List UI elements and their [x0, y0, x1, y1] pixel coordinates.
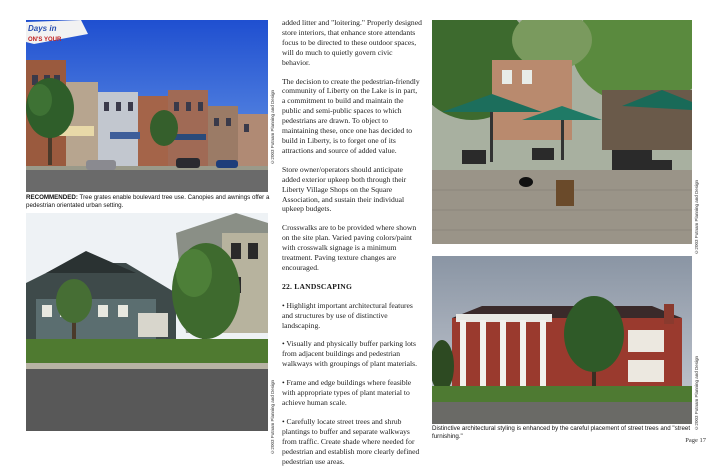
photo-boulevard-storefronts	[26, 20, 268, 192]
page-number: Page 17	[685, 437, 706, 444]
houses-illustration	[26, 213, 268, 431]
caption-distinctive-styling: Distinctive architectural styling is enhanced by the careful placement of street trees and "street furnishing."	[432, 425, 691, 440]
photo-plaza-umbrellas	[432, 20, 692, 244]
banner-sign-text: Days in	[28, 24, 57, 33]
paragraph: The decision to create the pedestrian-friendly community of Liberty on the Lake is in part, a commitment to build and maintain the public and semi-public spaces to which pedestrians are drawn. To object to maintaining these, once one has decided to build in Liberty, is to forget one of its attractions and source of added value.	[282, 76, 420, 155]
bullet-item: • Visually and physically buffer parking lots from adjacent buildings and pedestrian walkways with groupings of plant materials.	[282, 339, 417, 369]
bullet-item: • Carefully locate street trees and shrub plantings to buffer and separate walkways from traffic. Create shade where needed for pedestrian and establish more clearly defined pedestrian use areas.	[282, 416, 420, 466]
bullet-item: • Highlight important architectural features and structures by use of distinctive landscaping.	[282, 300, 413, 330]
paragraph: added litter and "loitering." Properly designed store interiors, that enhance store attendants focus to be directed to these outdoor spaces, will do much to quietly govern civic behavior.	[282, 18, 422, 67]
plaza-illustration	[432, 20, 692, 244]
body-text-column	[282, 18, 422, 475]
section-heading: 22. LANDSCAPING	[282, 281, 353, 291]
paragraph: Crosswalks are to be provided where shown on the site plan. Varied paving colors/paint with crosswalk signage is a minimum treatment. Paving texture changes are encouraged.	[282, 223, 417, 272]
photo-credit: ©2003 Putnam Planning and Design	[270, 90, 275, 165]
caption-recommended	[26, 194, 270, 209]
bullet-item: • Frame and edge buildings where feasible with appropriate types of plant material to achieve human scale.	[282, 378, 412, 407]
photo-credit: ©2003 Putnam Planning and Design	[694, 180, 699, 255]
photo-credit: ©2003 Putnam Planning and Design	[694, 356, 699, 431]
photo-credit: ©2003 Putnam Planning and Design	[270, 380, 275, 455]
caption-recommended-text: Tree grates enable boulevard tree use. Canopies and awnings offer a pedestrian orientated urban setting.	[26, 194, 270, 209]
paragraph: Store owner/operators should anticipate added exterior upkeep both through their Liberty Village Shops on the Square Association, and sustain their individual upkeep budgets.	[282, 164, 407, 214]
caption-recommended-label: RECOMMENDED:	[26, 194, 78, 201]
colonial-illustration	[432, 256, 692, 424]
banner-sign-subtext: ON'S YOUR	[28, 37, 62, 43]
boulevard-illustration	[26, 20, 268, 192]
photo-residential-houses	[26, 213, 268, 431]
photo-colonial-building	[432, 256, 692, 424]
